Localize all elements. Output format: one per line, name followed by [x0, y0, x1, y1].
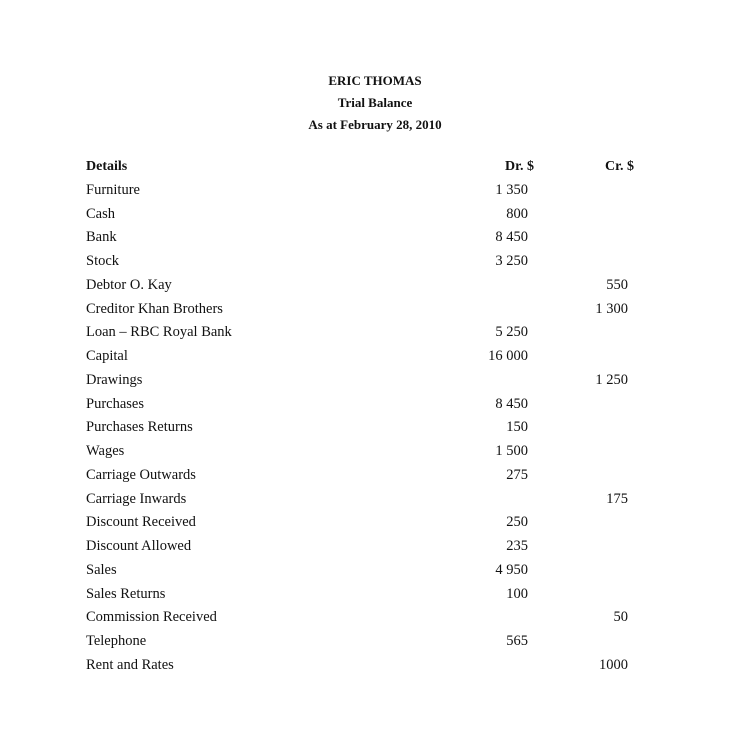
- row-detail: Telephone: [86, 633, 147, 649]
- table-row: [86, 179, 646, 203]
- table-row: [86, 654, 646, 678]
- row-debit: 4 950: [495, 561, 528, 578]
- row-detail: Commission Received: [86, 609, 217, 626]
- row-detail: Debtor O. Kay: [86, 276, 172, 293]
- table-row: [86, 226, 646, 250]
- table-row: [86, 511, 646, 535]
- document-header: [0, 70, 750, 136]
- table-row: [86, 345, 646, 369]
- row-debit: 8 450: [495, 229, 528, 246]
- row-debit: 250: [506, 514, 528, 531]
- row-detail: Purchases Returns: [86, 419, 193, 436]
- row-detail: Carriage Outwards: [86, 466, 196, 483]
- table-row: [86, 606, 646, 630]
- table-row: [86, 464, 646, 488]
- row-detail: Discount Received: [86, 514, 196, 531]
- row-debit: 100: [506, 585, 528, 602]
- company-name: ERIC THOMAS: [328, 73, 422, 88]
- row-detail: Wages: [86, 443, 125, 459]
- row-debit: 565: [506, 633, 528, 649]
- row-detail: Carriage Inwards: [86, 490, 187, 507]
- row-detail: Bank: [86, 229, 117, 246]
- table-row: [86, 583, 646, 607]
- table-row: [86, 416, 646, 440]
- row-credit: 50: [613, 609, 628, 626]
- table-header-row: [86, 155, 646, 179]
- table-row: [86, 535, 646, 559]
- table-row: [86, 298, 646, 322]
- row-credit: 1000: [599, 656, 628, 673]
- report-date: As at February 28, 2010: [308, 117, 442, 132]
- row-detail: Sales Returns: [86, 585, 166, 602]
- row-credit: 550: [606, 276, 628, 293]
- table-row: [86, 630, 646, 654]
- table-row: [86, 203, 646, 227]
- trial-balance-table: [86, 155, 646, 678]
- row-debit: 5 250: [495, 324, 528, 341]
- row-detail: Cash: [86, 205, 115, 222]
- row-detail: Purchases: [86, 395, 144, 412]
- row-detail: Loan – RBC Royal Bank: [86, 324, 232, 341]
- table-row: [86, 559, 646, 583]
- row-debit: 8 450: [495, 395, 528, 412]
- row-debit: 1 500: [495, 443, 528, 459]
- row-credit: 1 300: [595, 300, 628, 317]
- row-debit: 235: [506, 538, 528, 554]
- row-detail: Furniture: [86, 181, 140, 198]
- debit-column-header: Dr. $: [504, 159, 534, 174]
- row-credit: 175: [606, 490, 628, 507]
- report-title: Trial Balance: [337, 95, 413, 110]
- table-row: [86, 393, 646, 417]
- row-detail: Capital: [86, 348, 128, 364]
- credit-column-header: Cr. $: [604, 159, 634, 174]
- table-row: [86, 369, 646, 393]
- row-credit: 1 250: [595, 371, 628, 388]
- row-detail: Creditor Khan Brothers: [86, 300, 223, 317]
- row-detail: Stock: [86, 253, 120, 269]
- row-debit: 275: [506, 466, 528, 483]
- row-debit: 800: [506, 205, 528, 222]
- table-row: [86, 440, 646, 464]
- row-detail: Rent and Rates: [86, 656, 174, 673]
- details-column-header: Details: [86, 159, 128, 174]
- table-row: [86, 274, 646, 298]
- row-debit: 150: [506, 419, 528, 436]
- row-debit: 3 250: [495, 253, 528, 269]
- table-row: [86, 321, 646, 345]
- row-detail: Drawings: [86, 371, 143, 388]
- table-body: [86, 179, 646, 678]
- table-row: [86, 488, 646, 512]
- row-detail: Discount Allowed: [86, 538, 192, 554]
- table-row: [86, 250, 646, 274]
- row-debit: 1 350: [495, 181, 528, 198]
- row-detail: Sales: [86, 561, 117, 578]
- row-debit: 16 000: [488, 348, 528, 364]
